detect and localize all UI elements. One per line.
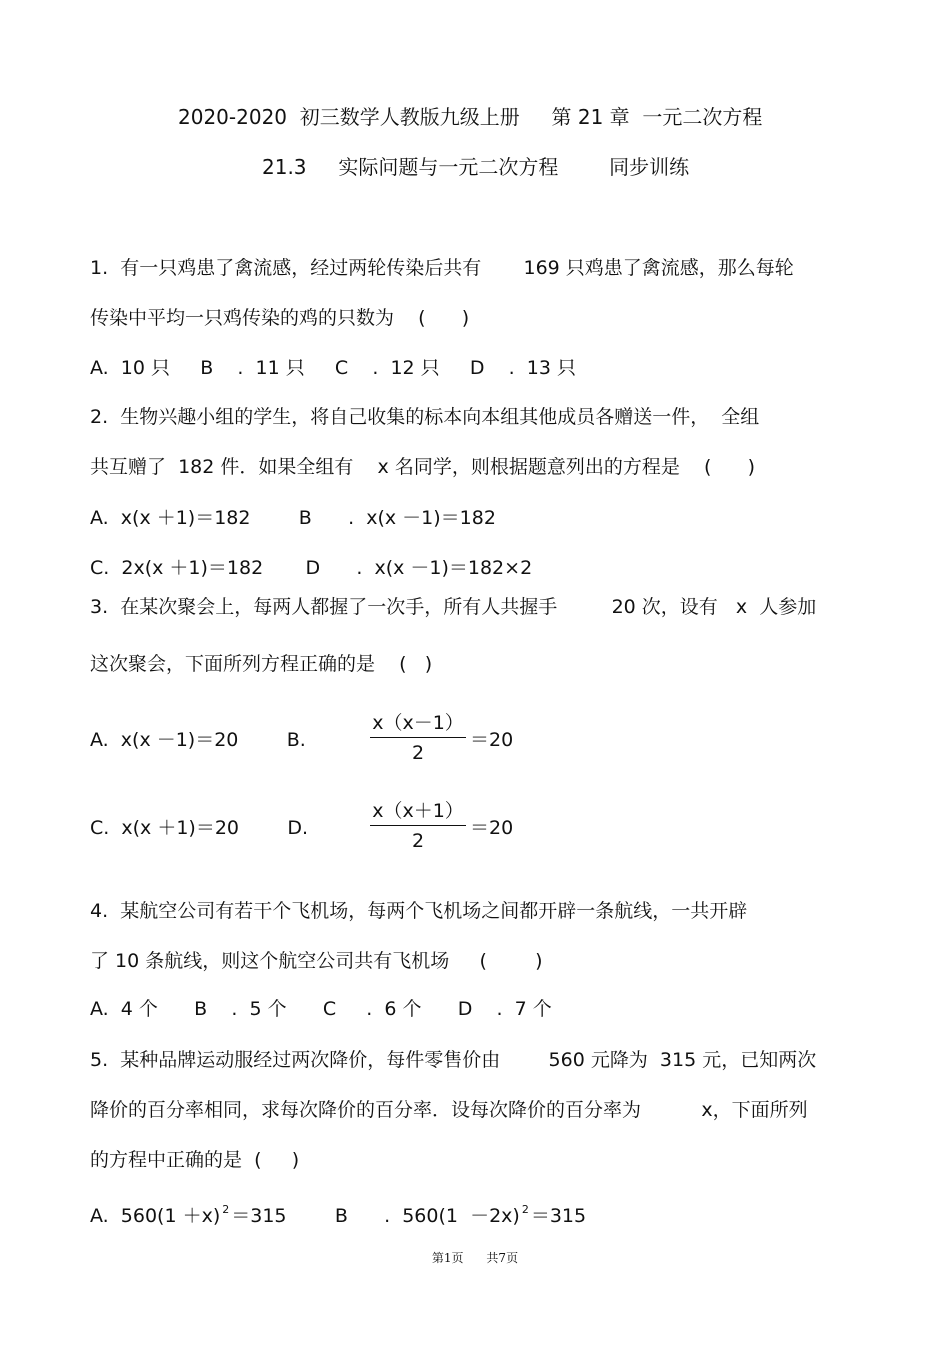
- q2-option-a-b: A. x(x ＋1)＝182 B . x(x －1)＝182: [90, 507, 496, 529]
- q4-line-1: 4. 某航空公司有若干个飞机场，每两个飞机场之间都开辟一条航线，一共开辟: [90, 900, 748, 922]
- q4-options: A. 4 个 B . 5 个 C . 6 个 D . 7 个: [90, 998, 552, 1020]
- q2-line-2: 共互赠了 182 件．如果全组有 x 名同学，则根据题意列出的方程是 ( ): [90, 456, 756, 478]
- q3-option-d-denominator: 2: [411, 830, 425, 852]
- q5-option-b-exponent: 2: [521, 1203, 529, 1216]
- q5-line-3: 的方程中正确的是 ( ): [90, 1149, 300, 1171]
- q3-option-a-b: A. x(x －1)＝20 B.: [90, 729, 306, 751]
- title-line-1: 2020-2020 初三数学人教版九级上册 第 21 章 一元二次方程: [178, 105, 763, 129]
- q3-option-d-rhs: ＝20: [470, 817, 514, 839]
- q3-option-b-rhs: ＝20: [470, 729, 514, 751]
- q5-line-1: 5. 某种品牌运动服经过两次降价，每件零售价由 560 元降为 315 元，已知两次: [90, 1049, 817, 1071]
- q2-option-c-d: C. 2x(x ＋1)＝182 D . x(x －1)＝182×2: [90, 557, 533, 579]
- q3-option-c-d: C. x(x ＋1)＝20 D.: [90, 817, 308, 839]
- q5-option-b: ＝315 B . 560(1 －2x): [231, 1205, 520, 1227]
- q5-option-a: A. 560(1 ＋x): [90, 1205, 221, 1227]
- q5-line-2: 降价的百分率相同，求每次降价的百分率．设每次降价的百分率为 x，下面所列: [90, 1099, 808, 1121]
- q5-option-b-rhs: ＝315: [530, 1205, 587, 1227]
- q1-line-2: 传染中平均一只鸡传染的鸡的只数为 ( ): [90, 307, 470, 329]
- q1-line-1: 1. 有一只鸡患了禽流感，经过两轮传染后共有 169 只鸡患了禽流感，那么每轮: [90, 257, 794, 279]
- q3-option-b-denominator: 2: [411, 742, 425, 764]
- title-line-2: 21.3 实际问题与一元二次方程 同步训练: [262, 155, 690, 179]
- fraction-bar: [370, 737, 466, 738]
- q5-option-a-exponent: 2: [222, 1203, 230, 1216]
- q3-line-2: 这次聚会，下面所列方程正确的是 ( ): [90, 653, 433, 675]
- q2-line-1: 2. 生物兴趣小组的学生，将自己收集的标本向本组其他成员各赠送一件， 全组: [90, 406, 760, 428]
- q3-line-1: 3. 在某次聚会上，每两人都握了一次手，所有人共握手 20 次，设有 x 人参加: [90, 596, 817, 618]
- q3-option-b-fraction: [370, 711, 466, 765]
- q5-options-a-b: [90, 1198, 586, 1228]
- q4-line-2: 了 10 条航线，则这个航空公司共有飞机场 ( ): [90, 950, 543, 972]
- q1-options: A. 10 只 B . 11 只 C . 12 只 D . 13 只: [90, 357, 577, 379]
- page-footer: 第1页 共7页: [431, 1251, 519, 1265]
- q3-option-d-fraction: [370, 799, 466, 853]
- q3-option-d-numerator: x（x＋1）: [372, 800, 464, 822]
- fraction-bar: [370, 825, 466, 826]
- q3-option-b-numerator: x（x－1）: [372, 712, 464, 734]
